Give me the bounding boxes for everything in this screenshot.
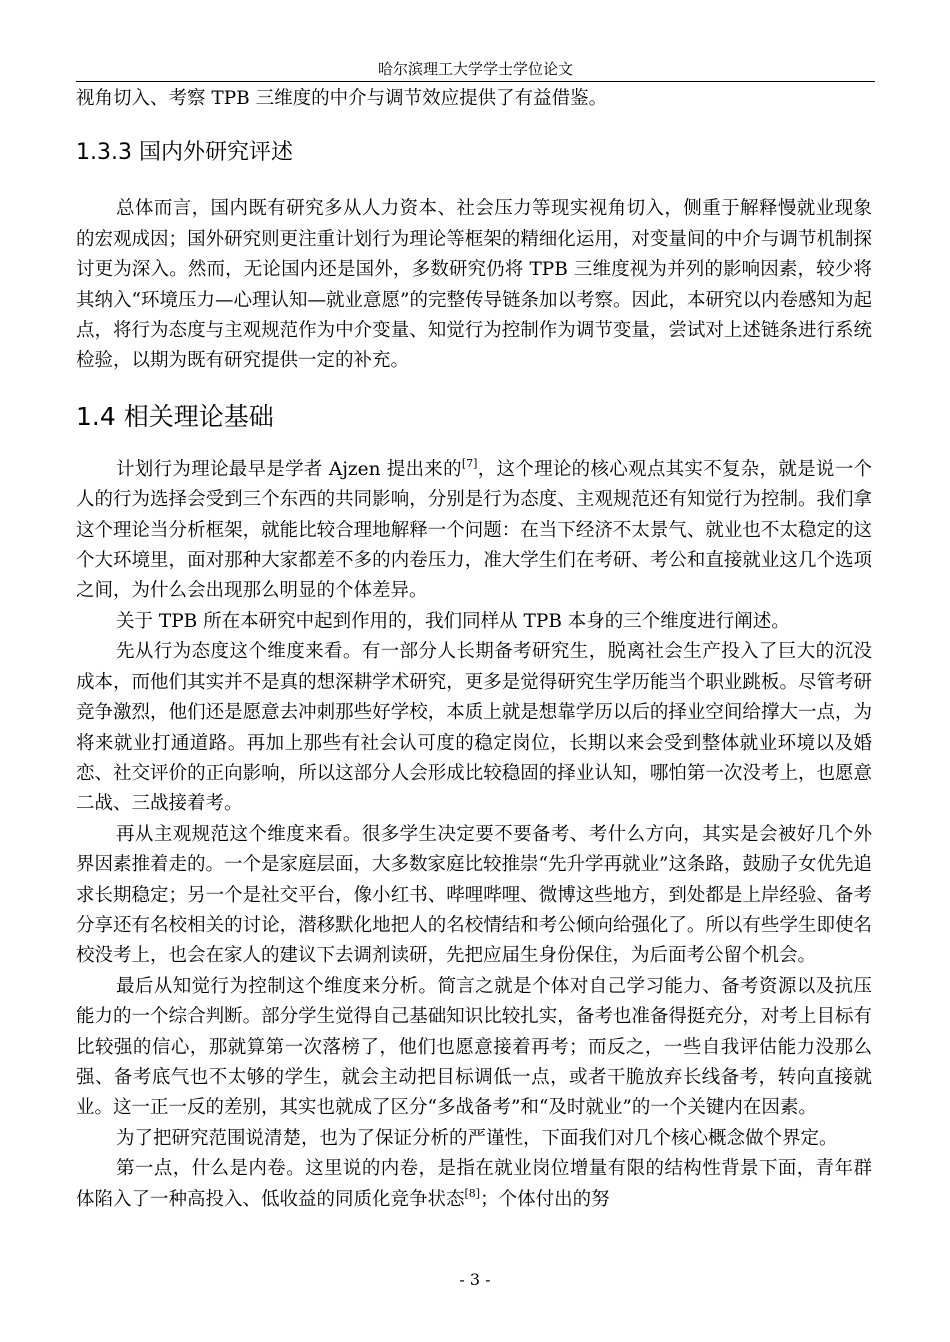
involution-text-b: ；个体付出的努 xyxy=(480,1188,610,1210)
tpb-intro-text-b: ，这个理论的核心观点其实不复杂，就是说一个人的行为选择会受到三个东西的共同影响，分别是行为态度、主观规范还有知觉行为控制。我们拿这个理论当分析框架，就能比较合理地解释一个问题：在当下经济不太景气、就业也不太稳定的这个大环境里，面对那种大家都差不多的内卷压力，准大学生们在考研、考公和直接就业这几个选项之间，为什么会出现那么明显的个体差异。 xyxy=(76,458,872,602)
page-number: - 3 - xyxy=(459,1270,491,1289)
tpb-intro-text-a: 计划行为理论最早是学者 Ajzen 提出来的 xyxy=(116,458,462,480)
header-title: 哈尔滨理工大学学士学位论文 xyxy=(377,60,573,78)
page-body xyxy=(76,84,872,1215)
paragraph-involution-definition xyxy=(76,1154,872,1215)
running-header xyxy=(76,59,875,82)
paragraph-review-summary: 总体而言，国内既有研究多从人力资本、社会压力等现实视角切入，侧重于解释慢就业现象的宏观成因；国外研究则更注重计划行为理论等框架的精细化运用，对变量间的中介与调节机制探讨更为深入。然而，无论国内还是国外，多数研究仍将 TPB 三维度视为并列的影响因素，较少将其纳入“环境压力—心理认知—就业意愿”的完整传导链条加以考察。因此，本研究以内卷感知为起点，将行为态度与主观规范作为中介变量、知觉行为控制作为调节变量，尝试对上述链条进行系统检验，以期为既有研究提供一定的补充。 xyxy=(76,198,872,372)
paragraph-perceived-control: 最后从知觉行为控制这个维度来分析。简言之就是个体对自己学习能力、备考资源以及抗压能力的一个综合判断。部分学生觉得自己基础知识比较扎实，备考也准备得挺充分，对考上目标有比较强的信心，那就算第一次落榜了，他们也愿意接着再考；而反之，一些自我评估能力没那么强、备考底气也不太够的学生，就会主动把目标调低一点，或者干脆放弃长线备考，转向直接就业。这一正一反的差别，其实也就成了区分“多战备考”和“及时就业”的一个关键内在因素。 xyxy=(76,975,872,1119)
citation-8: [8] xyxy=(464,1186,481,1200)
section-heading-1-4: 1.4 相关理论基础 xyxy=(76,401,274,431)
paragraph-behavioral-attitude: 先从行为态度这个维度来看。有一部分人长期备考研究生，脱离社会生产投入了巨大的沉没成本，而他们其实并不是真的想深耕学术研究，更多是觉得研究生学历能当个职业跳板。尽管考研竞争激烈，他们还是愿意去冲刺那些好学校，本质上就是想靠学历以后的择业空间给撑大一点，为将来就业打通道路。再加上那些有社会认可度的稳定岗位，长期以来会受到整体就业环境以及婚恋、社交评价的正向影响，所以这部分人会形成比较稳固的择业认知，哪怕第一次没考上，也愿意二战、三战接着考。 xyxy=(76,641,872,815)
paragraph-concept-definition: 为了把研究范围说清楚，也为了保证分析的严谨性，下面我们对几个核心概念做个界定。 xyxy=(116,1127,838,1149)
paragraph-tpb-role: 关于 TPB 所在本研究中起到作用的，我们同样从 TPB 本身的三个维度进行阐述。 xyxy=(116,610,790,632)
section-heading-1-3-3: 1.3.3 国内外研究评述 xyxy=(76,140,293,166)
paragraph-subjective-norm: 再从主观规范这个维度来看。很多学生决定要不要备考、考什么方向，其实是会被好几个外界因素推着走的。一个是家庭层面，大多数家庭比较推崇“先升学再就业”这条路，鼓励子女优先追求长期稳定；另一个是社交平台，像小红书、哔哩哔哩、微博这些地方，到处都是上岸经验、备考分享还有名校相关的讨论，潜移默化地把人的名校情结和考公倾向给强化了。所以有些学生即使名校没考上，也会在家人的建议下去调剂读研，先把应届生身份保住，为后面考公留个机会。 xyxy=(76,823,872,967)
involution-text-a: 第一点，什么是内卷。这里说的内卷，是指在就业岗位增量有限的结构性背景下面，青年群体陷入了一种高投入、低收益的同质化竞争状态 xyxy=(76,1158,872,1210)
paragraph-continued: 视角切入、考察 TPB 三维度的中介与调节效应提供了有益借鉴。 xyxy=(76,88,608,109)
citation-7: [7] xyxy=(461,456,478,470)
paragraph-tpb-intro xyxy=(76,455,872,607)
